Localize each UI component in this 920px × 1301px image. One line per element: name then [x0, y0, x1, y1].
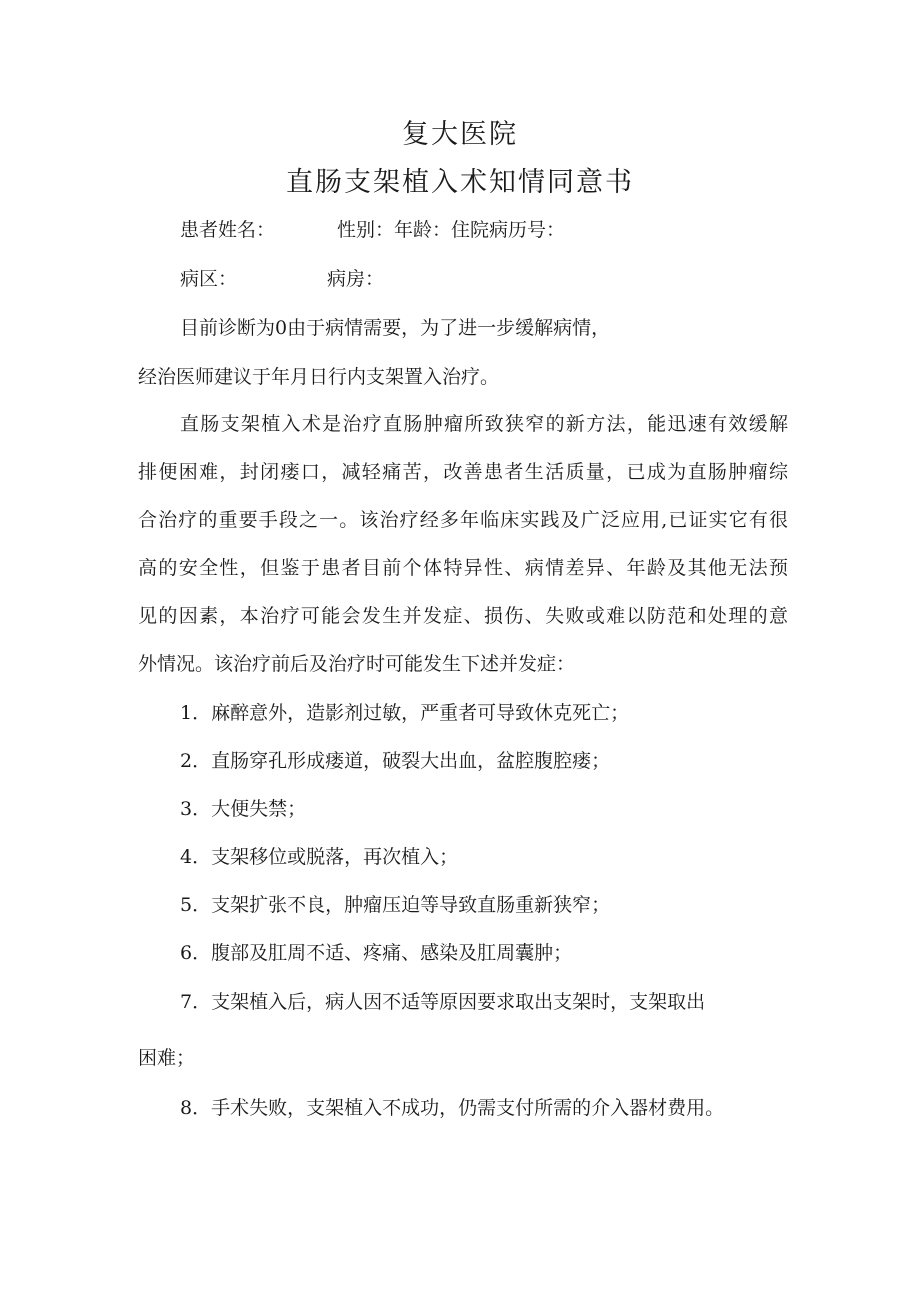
- complication-item-6: 6．腹部及肛周不适、疼痛、感染及肛周囊肿；: [180, 942, 573, 964]
- body-line-2: 排便困难，封闭瘘口，减轻痛苦，改善患者生活质量，已成为直肠肿瘤综: [138, 461, 788, 483]
- patient-info-row: [180, 218, 565, 242]
- room-label: 病房：: [327, 268, 385, 290]
- complication-item-5: 5．支架扩张不良，肿瘤压迫等导致直肠重新狭窄；: [180, 894, 611, 916]
- patient-name-label: 患者姓名：: [180, 219, 276, 241]
- body-line-1: 直肠支架植入术是治疗直肠肿瘤所致狭窄的新方法，能迅速有效缓解: [180, 413, 788, 435]
- complication-item-8: 8．手术失败，支架植入不成功，仍需支付所需的介入器材费用。: [180, 1097, 725, 1119]
- gender-label: 性别：: [337, 219, 395, 241]
- record-number-label: 住院病历号：: [451, 219, 566, 241]
- complication-item-3: 3．大便失禁；: [180, 798, 307, 820]
- age-label: 年龄：: [394, 219, 452, 241]
- complication-item-2: 2．直肠穿孔形成瘘道，破裂大出血，盆腔腹腔瘘；: [180, 750, 611, 772]
- complication-item-7-continued: 困难；: [138, 1047, 196, 1069]
- body-line-6: 外情况。该治疗前后及治疗时可能发生下述并发症：: [138, 653, 576, 675]
- ward-label: 病区：: [180, 268, 238, 290]
- ward-info-row: [180, 267, 384, 291]
- intro-line-2: 经治医师建议于年月日行内支架置入治疗。: [138, 366, 500, 388]
- hospital-name: 复大医院: [402, 119, 518, 150]
- complication-item-1: 1．麻醉意外，造影剂过敏，严重者可导致休克死亡；: [180, 702, 630, 724]
- document-title: 直肠支架植入术知情同意书: [286, 167, 634, 198]
- body-line-4: 高的安全性，但鉴于患者目前个体特异性、病情差异、年龄及其他无法预: [138, 557, 788, 579]
- body-line-5: 见的因素，本治疗可能会发生并发症、损伤、失败或难以防范和处理的意: [138, 605, 788, 627]
- complication-item-4: 4．支架移位或脱落，再次植入；: [180, 846, 459, 868]
- body-line-3: 合治疗的重要手段之一。该治疗经多年临床实践及广泛应用,已证实它有很: [138, 509, 788, 531]
- intro-line-1: 目前诊断为0由于病情需要，为了进一步缓解病情，: [180, 317, 611, 339]
- complication-item-7: 7．支架植入后，病人因不适等原因要求取出支架时，支架取出: [180, 991, 706, 1013]
